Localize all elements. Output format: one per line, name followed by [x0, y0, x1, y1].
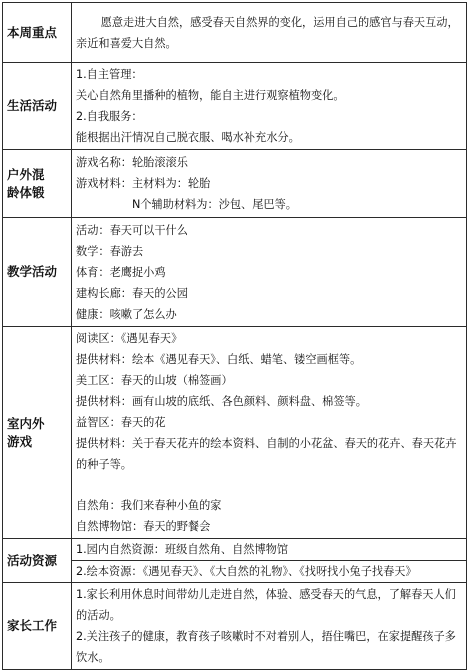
- row-teaching-activity: [3, 218, 467, 327]
- resources-line-2: 2.绘本资源：《遇见春天》、《大自然的礼物》、《找呀找小兔子找春天》: [72, 560, 466, 582]
- life-line-2: 关心自然角里播种的植物，能自主进行观察植物变化。: [76, 89, 345, 102]
- content-life-activity: [72, 63, 467, 150]
- games-blank-line: [76, 475, 462, 495]
- row-outdoor-exercise: [3, 150, 467, 218]
- games-line-2: 提供材料：绘本《遇见春天》、白纸、蜡笔、镂空画框等。: [76, 353, 362, 366]
- outdoor-line-2: 游戏材料：主材料为：轮胎: [76, 177, 211, 190]
- weekly-plan-table: [2, 2, 467, 670]
- teaching-line-4: 建构长廊：春天的公园: [76, 286, 188, 300]
- row-indoor-outdoor-games: [3, 327, 467, 539]
- life-line-4: 能根据出汗情况自己脱衣服、喝水补充水分。: [76, 131, 300, 144]
- games-line-5: 益智区：春天的花: [76, 416, 166, 429]
- weekly-focus-text: 愿意走进大自然，感受春天自然界的变化，运用自己的感官与春天互动，亲近和喜爱大自然。: [76, 15, 459, 50]
- parent-line-2: 2.关注孩子的健康，教育孩子咳嗽时不对着别人，捂住嘴巴，在家提醒孩子多饮水。: [76, 630, 456, 664]
- label-teaching-activity: 教学活动: [3, 218, 72, 327]
- outdoor-line-1: 游戏名称：轮胎滚滚乐: [76, 156, 188, 169]
- games-line-1: 阅读区：《遇见春天》: [76, 332, 183, 345]
- outdoor-label-line-2: 龄体锻: [7, 184, 45, 200]
- label-indoor-outdoor-games: [3, 327, 72, 539]
- row-life-activity: [3, 63, 467, 150]
- label-activity-resources: 活动资源: [3, 539, 72, 583]
- label-parent-work: 家长工作: [3, 583, 72, 670]
- row-activity-resources: [3, 539, 467, 583]
- games-label-line-2: 游戏: [7, 433, 33, 449]
- label-life-activity: 生活活动: [3, 63, 72, 150]
- games-line-3: 美工区：春天的山坡（棉签画）: [76, 374, 233, 387]
- games-label-line-1: 室内外: [7, 415, 45, 431]
- content-parent-work: [72, 583, 467, 670]
- life-line-1: 1.自主管理：: [76, 68, 143, 81]
- content-weekly-focus: [72, 3, 467, 63]
- life-line-3: 2.自我服务：: [76, 110, 143, 123]
- row-parent-work: [3, 583, 467, 670]
- label-weekly-focus: 本周重点: [3, 3, 72, 63]
- games-line-4: 提供材料：画有山坡的底纸、各色颜料、颜料盘、棉签等。: [76, 395, 367, 408]
- resources-line-1: 1.园内自然资源：班级自然角、自然博物馆: [76, 543, 289, 556]
- content-teaching-activity: [72, 218, 467, 327]
- outdoor-label-line-1: 户外混: [7, 166, 45, 182]
- games-line-9: 自然博物馆：春天的野餐会: [76, 520, 211, 533]
- teaching-line-1: 活动：春天可以干什么: [76, 223, 188, 237]
- content-activity-resources: [72, 539, 467, 583]
- parent-line-1: 1.家长利用休息时间带幼儿走进自然，体验、感受春天的气息，了解春天人们的活动。: [76, 588, 456, 622]
- teaching-line-3: 体育：老鹰捉小鸡: [76, 265, 166, 279]
- content-indoor-outdoor-games: [72, 327, 467, 539]
- games-line-6: 提供材料：关于春天花卉的绘本资料、自制的小花盆、春天的花卉、春天花卉的种子等。: [76, 437, 457, 471]
- outdoor-line-3: N个辅助材料为：沙包、尾巴等。: [132, 198, 297, 211]
- label-outdoor-exercise: [3, 150, 72, 218]
- row-weekly-focus: [3, 3, 467, 63]
- teaching-line-2: 数学：春游去: [76, 244, 144, 258]
- games-line-8: 自然角：我们来春种小鱼的家: [76, 499, 222, 512]
- teaching-line-5: 健康：咳嗽了怎么办: [76, 307, 177, 321]
- content-outdoor-exercise: [72, 150, 467, 218]
